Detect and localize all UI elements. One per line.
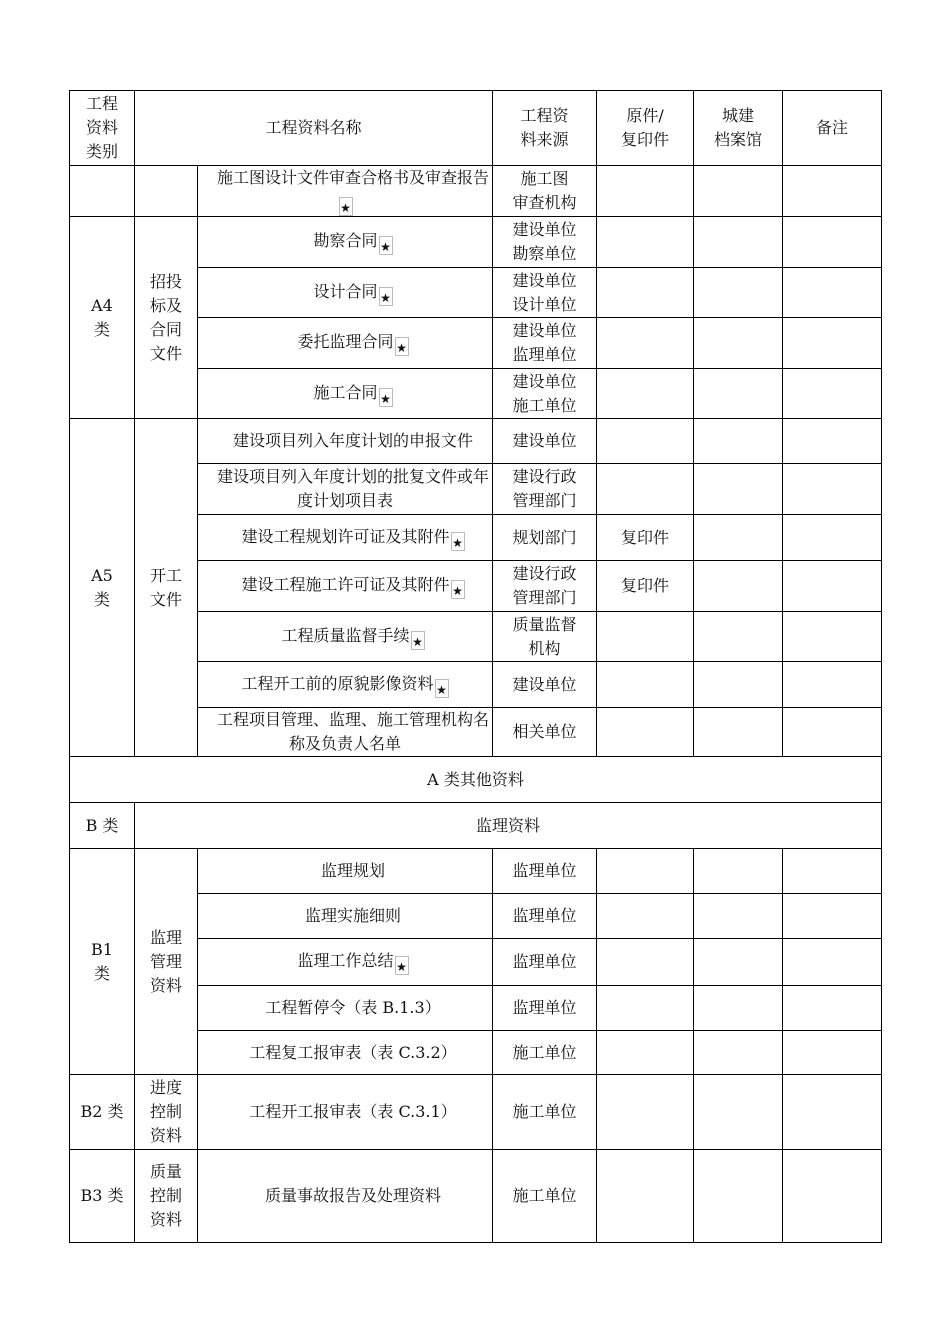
doc-copy: 复印件 xyxy=(597,515,694,561)
doc-source: 相关单位 xyxy=(493,708,597,757)
doc-source: 监理单位 xyxy=(493,939,597,986)
header-remark: 备注 xyxy=(783,91,882,166)
doc-name: 监理实施细则 xyxy=(198,894,493,939)
b-code: B 类 xyxy=(70,803,135,849)
star-icon: ★ xyxy=(451,580,465,599)
doc-source: 建设单位 勘察单位 xyxy=(493,217,597,268)
a5-code: A5 类 xyxy=(70,419,135,757)
doc-source: 建设行政 管理部门 xyxy=(493,561,597,612)
table-row xyxy=(70,419,882,464)
star-icon: ★ xyxy=(339,197,353,216)
a-other-label: A 类其他资料 xyxy=(70,757,882,803)
doc-source: 监理单位 xyxy=(493,849,597,894)
doc-name: 监理工作总结 ★ xyxy=(198,939,493,986)
doc-name: 建设工程施工许可证及其附件 ★ xyxy=(198,561,493,612)
doc-copy xyxy=(597,419,694,464)
doc-name: 工程复工报审表（表 C.3.2） xyxy=(198,1031,493,1075)
doc-name: 监理规划 xyxy=(198,849,493,894)
b-header-row xyxy=(70,803,882,849)
table-row xyxy=(70,1075,882,1150)
doc-copy xyxy=(597,612,694,662)
star-icon: ★ xyxy=(411,631,425,650)
star-icon: ★ xyxy=(379,236,393,255)
doc-name: 工程项目管理、监理、施工管理机构名称及负责人名单 xyxy=(198,708,493,757)
doc-source: 建设单位 xyxy=(493,662,597,708)
b1-code: B1 类 xyxy=(70,849,135,1075)
table-row xyxy=(70,849,882,894)
table-row xyxy=(70,1150,882,1243)
doc-name: 工程暂停令（表 B.1.3） xyxy=(198,986,493,1031)
doc-source: 质量监督 机构 xyxy=(493,612,597,662)
star-icon: ★ xyxy=(451,532,465,551)
doc-name: 建设工程规划许可证及其附件 ★ xyxy=(198,515,493,561)
doc-source: 施工单位 xyxy=(493,1150,597,1243)
doc-copy xyxy=(597,662,694,708)
a-other-row xyxy=(70,757,882,803)
header-name: 工程资料名称 xyxy=(135,91,493,166)
a4-group: 招投 标及 合同 文件 xyxy=(135,217,198,419)
archive-table xyxy=(69,90,882,1243)
doc-source: 建设单位 施工单位 xyxy=(493,369,597,419)
doc-name: 设计合同 ★ xyxy=(198,268,493,318)
doc-copy xyxy=(597,708,694,757)
doc-name: 建设项目列入年度计划的批复文件或年度计划项目表 xyxy=(198,464,493,515)
doc-source: 监理单位 xyxy=(493,986,597,1031)
doc-source: 建设单位 xyxy=(493,419,597,464)
doc-copy xyxy=(597,464,694,515)
table-row xyxy=(70,217,882,268)
a4-code: A4 类 xyxy=(70,217,135,419)
doc-source: 施工单位 xyxy=(493,1031,597,1075)
b1-group: 监理 管理 资料 xyxy=(135,849,198,1075)
doc-name: 工程开工前的原貌影像资料 ★ xyxy=(198,662,493,708)
b3-group: 质量 控制 资料 xyxy=(135,1150,198,1243)
doc-name: 质量事故报告及处理资料 xyxy=(198,1150,493,1243)
header-row xyxy=(70,91,882,166)
doc-name: 勘察合同 ★ xyxy=(198,217,493,268)
a5-group: 开工 文件 xyxy=(135,419,198,757)
star-icon: ★ xyxy=(379,287,393,306)
doc-source: 建设行政 管理部门 xyxy=(493,464,597,515)
star-icon: ★ xyxy=(395,956,409,975)
star-icon: ★ xyxy=(435,679,449,698)
table-row xyxy=(70,166,882,217)
b3-code: B3 类 xyxy=(70,1150,135,1243)
star-icon: ★ xyxy=(379,388,393,407)
header-category: 工程 资料 类别 xyxy=(70,91,135,166)
header-archive: 城建 档案馆 xyxy=(694,91,783,166)
doc-copy: 复印件 xyxy=(597,561,694,612)
doc-name: 建设项目列入年度计划的申报文件 xyxy=(198,419,493,464)
b2-group: 进度 控制 资料 xyxy=(135,1075,198,1150)
doc-name: 工程开工报审表（表 C.3.1） xyxy=(198,1075,493,1150)
doc-source: 施工图 审查机构 xyxy=(493,166,597,217)
doc-source: 建设单位 监理单位 xyxy=(493,318,597,369)
b2-code: B2 类 xyxy=(70,1075,135,1150)
b-title: 监理资料 xyxy=(135,803,882,849)
doc-source: 建设单位 设计单位 xyxy=(493,268,597,318)
doc-source: 监理单位 xyxy=(493,894,597,939)
doc-source: 施工单位 xyxy=(493,1075,597,1150)
doc-source: 规划部门 xyxy=(493,515,597,561)
doc-name: 施工合同 ★ xyxy=(198,369,493,419)
header-copy: 原件/ 复印件 xyxy=(597,91,694,166)
header-source: 工程资 料来源 xyxy=(493,91,597,166)
doc-name: 工程质量监督手续 ★ xyxy=(198,612,493,662)
star-icon: ★ xyxy=(395,337,409,356)
doc-name: 施工图设计文件审查合格书及审查报告★ xyxy=(198,166,493,217)
doc-name: 委托监理合同 ★ xyxy=(198,318,493,369)
